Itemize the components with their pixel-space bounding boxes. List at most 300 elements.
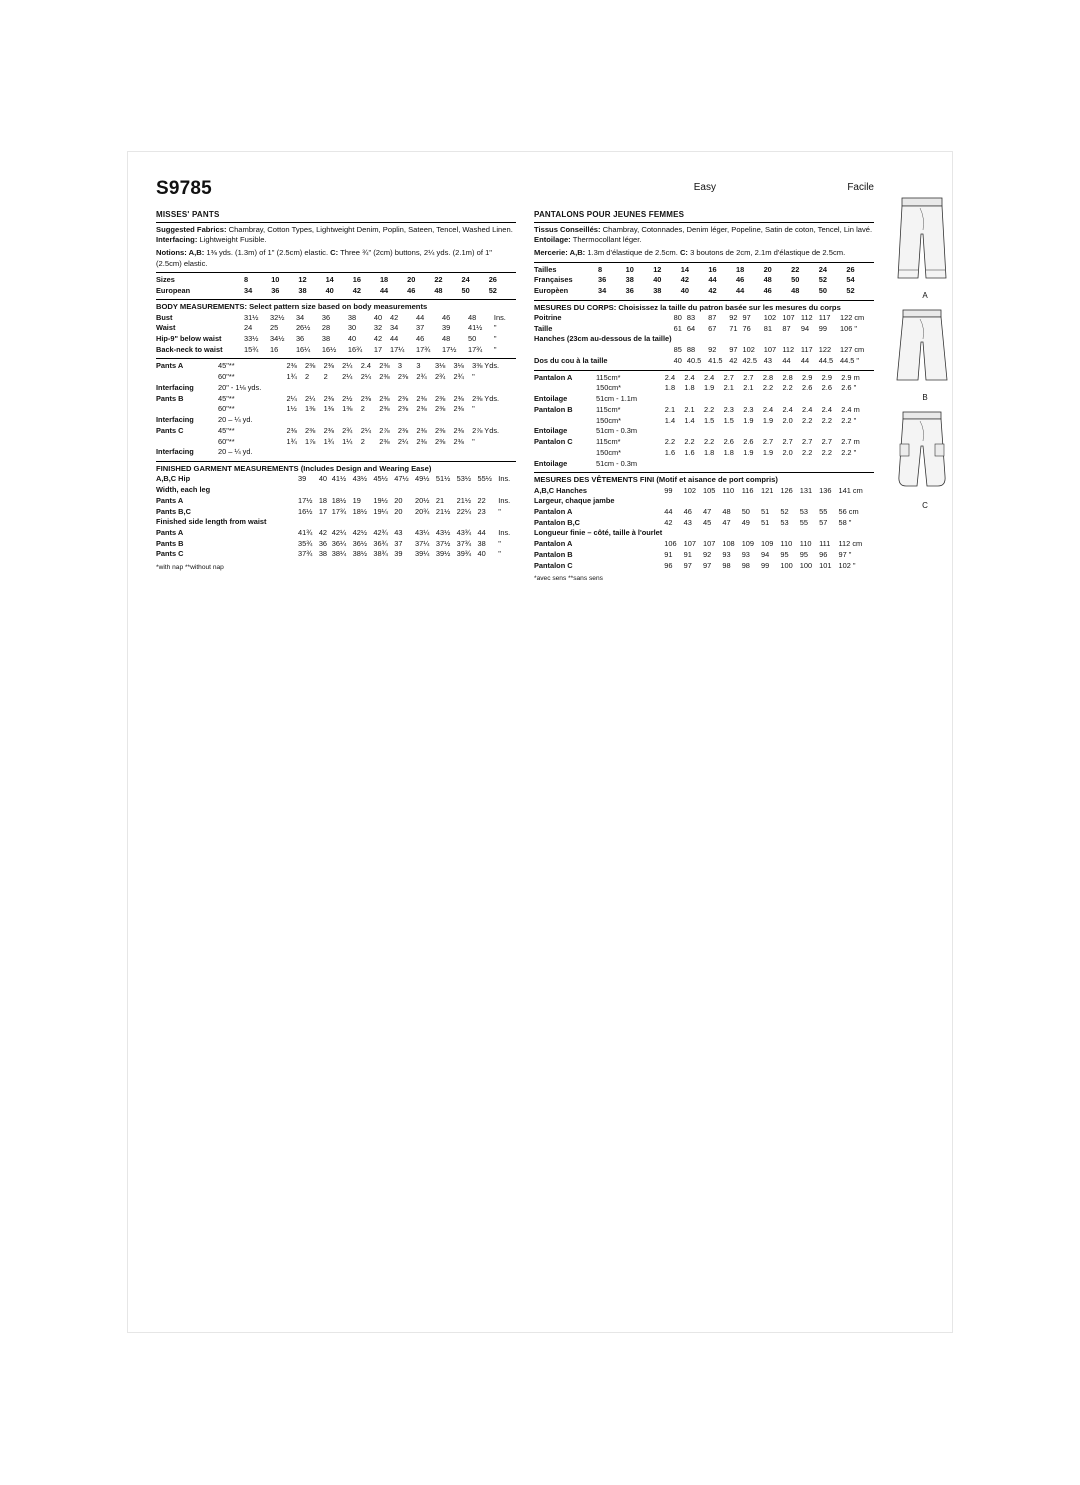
cell: 136	[819, 485, 832, 495]
cell: 92	[702, 549, 712, 559]
row-label: Tailles	[534, 264, 557, 274]
cell: 2⅜	[416, 404, 427, 414]
cell: 2.4	[684, 372, 695, 382]
cell: 43	[683, 517, 692, 527]
left-notions-c-label: C:	[330, 248, 339, 258]
cell: 2.6	[743, 437, 754, 447]
cell: 2⅜	[434, 436, 446, 446]
cell: 96	[819, 549, 828, 559]
cell: 2⅜ Yds.	[472, 393, 500, 403]
cell	[286, 383, 305, 394]
table-row	[534, 448, 874, 459]
cell: 39	[298, 474, 307, 484]
cell: 16¾	[347, 344, 363, 354]
cell: 127 cm	[839, 345, 865, 355]
cell: 17¼	[390, 344, 405, 354]
cell: 2¼	[286, 393, 297, 403]
table-row	[156, 361, 516, 372]
cell: 1.8	[704, 447, 715, 457]
cell: 2.7	[802, 437, 813, 447]
table-row	[534, 373, 874, 384]
cell: 14	[680, 264, 690, 274]
cell: 51cm - 0.3m	[596, 458, 638, 468]
table-row	[156, 539, 516, 550]
cell: 95	[799, 549, 808, 559]
cell: 50	[467, 333, 477, 343]
cell: 2⅞	[379, 425, 390, 435]
cell: 105	[702, 485, 716, 495]
table-row	[156, 447, 516, 458]
cell: 2	[305, 372, 310, 382]
cell: 22	[434, 274, 443, 284]
row-label: Longueur finie – côté, taille à l'ourlet	[534, 528, 663, 538]
cell: 48	[467, 312, 477, 322]
row-label: Largeur, chaque jambe	[534, 496, 615, 506]
cell: 2.2	[664, 437, 676, 447]
cell: 26½	[295, 323, 311, 333]
cell: 112	[800, 313, 813, 322]
table-row	[534, 345, 874, 356]
cell: 107	[782, 313, 795, 322]
cell: 107	[763, 345, 777, 355]
cell: 40	[318, 474, 328, 484]
table-row	[156, 323, 516, 334]
cell: 38	[347, 312, 357, 322]
cell: 2⅜	[453, 404, 464, 414]
row-label: Pants B	[156, 393, 184, 403]
cell: 2.2	[821, 415, 832, 425]
sheet	[128, 152, 952, 1332]
cell: 2.7 m	[841, 437, 860, 447]
row-label: Pants B	[156, 538, 184, 548]
right-fabrics-text: Chambray, Cotonnades, Denim léger, Popeline, Satin de coton, Tencel, Lin lavé.	[600, 224, 873, 234]
cell: 94	[761, 549, 770, 559]
cell: 52	[780, 507, 789, 516]
cell: "	[493, 323, 497, 333]
cell: 112 cm	[838, 539, 863, 549]
right-notions-text: 1.3m d'élastique de 2.5cm.	[585, 248, 680, 258]
cell: 1.4	[664, 415, 676, 425]
cell: 46	[683, 507, 692, 516]
right-yard	[534, 373, 874, 470]
row-label: Pantalon B,C	[534, 517, 580, 527]
cell: 2¼	[397, 436, 409, 446]
cell: 1.6	[684, 447, 695, 457]
cell: 2.2	[684, 437, 695, 447]
table-row	[534, 416, 874, 427]
cell: 2⅜	[323, 425, 334, 435]
difficulty-en: Easy	[693, 182, 716, 193]
cell: 97 "	[838, 549, 852, 559]
cell: 2.2	[821, 447, 832, 457]
cell: 44	[379, 285, 389, 295]
cell: 48	[441, 333, 451, 343]
cell: 111	[819, 539, 831, 549]
cell: 42¼	[331, 527, 347, 537]
cell: 2.7	[782, 437, 793, 447]
cell: 45½	[373, 474, 388, 484]
cell: 20 – ¼ yd.	[218, 415, 253, 425]
table-row	[156, 313, 516, 324]
cell: 18½	[331, 495, 347, 505]
cell: 2.4 m	[841, 404, 860, 414]
cell: 40	[653, 275, 662, 285]
cell: 53	[799, 507, 808, 516]
cell: Ins.	[498, 495, 511, 505]
cell: 51cm - 0.3m	[596, 426, 638, 436]
cell: 38	[321, 333, 331, 343]
row-label: Hanches (23cm au-dessous de la taille)	[534, 334, 672, 344]
cell	[298, 485, 319, 496]
table-row	[534, 286, 874, 297]
row-label: Pantalon A	[534, 372, 573, 382]
row-label: Interfacing	[156, 447, 194, 457]
cell: 26	[846, 264, 855, 274]
left-notions	[156, 248, 516, 269]
cell: 60"**	[218, 372, 235, 382]
cell: Ins.	[498, 474, 511, 484]
cell: 16½	[321, 344, 337, 354]
table-row	[534, 265, 874, 276]
cell: 38½	[352, 549, 367, 559]
cell: 2⅜	[397, 393, 409, 403]
cell: 2⅜	[416, 425, 427, 435]
table-row	[156, 286, 516, 297]
cell: 60"**	[218, 404, 235, 414]
cell: 2⅜	[323, 361, 334, 371]
right-notions-c-label: C:	[679, 248, 688, 258]
fig-a-label: A	[922, 291, 928, 300]
cell: 2.9	[802, 372, 813, 382]
cell: 92	[729, 313, 738, 322]
cell: 55½	[477, 474, 492, 484]
row-label: Pants A	[156, 495, 184, 505]
row-label: Interfacing	[156, 415, 194, 425]
cell: 2.3	[723, 404, 734, 414]
cell: 42	[708, 286, 717, 296]
left-body-measurements	[156, 299, 516, 355]
table-row	[156, 507, 516, 518]
right-footnote: *avec sens **sans sens	[534, 575, 603, 583]
cell: 2.4	[360, 361, 372, 371]
row-label: Pantalon C	[534, 437, 573, 447]
cell: 36¼	[331, 538, 347, 548]
cell: 101	[819, 560, 832, 570]
cell: 2⅜	[305, 361, 316, 371]
cell: 42	[318, 527, 328, 537]
row-label: Pants C	[156, 425, 184, 435]
cell: 26	[488, 274, 497, 284]
cell: 97	[742, 313, 751, 322]
cell: 48	[434, 285, 443, 295]
cell: 2.7	[762, 437, 774, 447]
cell: 81	[763, 323, 772, 333]
cell: 48	[791, 286, 800, 296]
cell: 115cm*	[596, 437, 621, 447]
cell: 47	[722, 517, 731, 527]
table-row	[156, 426, 516, 437]
table-row	[156, 415, 516, 426]
cell: 2.0	[782, 447, 793, 457]
cell: 38¾	[373, 549, 388, 559]
table-row	[534, 437, 874, 448]
cell: 39½	[435, 549, 451, 559]
cell: 24	[244, 323, 253, 333]
cell: 141 cm	[838, 485, 863, 495]
cell: 2⅜	[305, 425, 316, 435]
cell: 107	[683, 539, 696, 549]
cell: 36	[625, 286, 634, 296]
cell: 50	[818, 286, 827, 296]
pants-view-c	[890, 408, 960, 510]
row-label: Pants B,C	[156, 506, 191, 516]
cell: 22¼	[456, 506, 472, 516]
cell: 2⅜	[397, 425, 409, 435]
cell: 1.9	[762, 447, 774, 457]
cell: 108	[722, 539, 735, 549]
cell: 122	[818, 345, 832, 355]
table-row	[534, 561, 874, 572]
cell: 2⅜	[453, 436, 464, 446]
row-label: Back-neck to waist	[156, 344, 223, 354]
cell: 20½	[415, 495, 430, 505]
cell: 2.0	[782, 415, 793, 425]
left-sizes	[156, 275, 516, 296]
cell: 100	[780, 560, 793, 570]
left-fabrics-label: Suggested Fabrics:	[156, 224, 227, 234]
cell: 2⅜	[434, 404, 446, 414]
cell: 95	[780, 549, 789, 559]
cell: 41½	[331, 474, 347, 484]
cell: 51	[761, 517, 770, 527]
cell: 2	[360, 404, 365, 414]
left-title: MISSES' PANTS	[156, 210, 516, 223]
cell: 37½	[435, 538, 451, 548]
cell: 48	[722, 507, 731, 516]
cell	[664, 528, 683, 539]
row-label	[156, 437, 218, 448]
cell: 19	[352, 495, 361, 505]
cell: 20	[407, 274, 416, 284]
cell: 52	[818, 275, 827, 285]
cell: 80	[673, 313, 682, 322]
cell: 10	[625, 264, 634, 274]
cell: 24	[461, 274, 470, 284]
cell: 33½	[244, 333, 259, 343]
cell: 150cm*	[596, 383, 622, 393]
row-label: Entoilage	[534, 394, 568, 404]
cell: 2¼	[305, 393, 316, 403]
cell: 44	[800, 355, 810, 365]
cell: 20	[763, 264, 772, 274]
cell: 44	[735, 286, 745, 296]
cell: 44	[477, 527, 486, 537]
cell: 2.2 "	[841, 415, 857, 425]
cell: 115cm*	[596, 372, 621, 382]
cell: 10	[271, 274, 280, 284]
cell: 20 – ¼ yd.	[218, 447, 253, 457]
cell: 106	[664, 539, 677, 549]
cell: 2.8	[762, 372, 774, 382]
row-label	[534, 383, 596, 394]
row-label: Sizes	[156, 274, 175, 284]
cell: 8	[598, 264, 603, 274]
cell: 2⅜	[360, 393, 372, 403]
left-size-table	[156, 272, 516, 296]
cell: 20¾	[415, 506, 430, 516]
cell: 91	[683, 549, 692, 559]
table-row	[534, 275, 874, 286]
cell: 51½	[435, 474, 451, 484]
row-label: Pants C	[156, 549, 184, 559]
left-interfacing-label: Interfacing:	[156, 235, 198, 245]
cell: 2⅜	[416, 436, 427, 446]
row-label: Pantalon B	[534, 549, 573, 559]
table-row	[534, 334, 874, 345]
cell: 2.6	[723, 437, 734, 447]
pants-view-b	[890, 306, 960, 402]
cell: 39¾	[456, 549, 472, 559]
cell: 97	[729, 345, 738, 355]
cell: 42	[373, 333, 383, 343]
cell: 36½	[352, 538, 367, 548]
cell: 116	[741, 485, 754, 495]
cell: 21½	[435, 506, 451, 516]
cell: 109	[741, 539, 755, 549]
right-fabrics	[534, 225, 874, 246]
cell: 30	[347, 323, 357, 333]
cell: 2¾	[453, 372, 464, 382]
cell: 56 cm	[838, 507, 859, 516]
cell: 35¾	[298, 538, 313, 548]
cell: 131	[799, 485, 813, 495]
cell: 97	[683, 560, 692, 570]
cell: 1⅞	[305, 436, 316, 446]
cell: 42	[664, 517, 673, 527]
cell: 2.2	[704, 437, 715, 447]
cell: 43	[763, 355, 772, 365]
table-row	[156, 404, 516, 415]
row-label: Width, each leg	[156, 485, 211, 495]
cell: 28	[321, 323, 331, 333]
cell: 117	[818, 313, 831, 322]
cell: 2⅜	[379, 393, 390, 403]
cell: 1.6	[664, 447, 676, 457]
row-label: European	[156, 285, 191, 295]
cell: 40	[673, 355, 682, 365]
cell: 32	[373, 323, 383, 333]
cell: 36¾	[373, 538, 388, 548]
cell: 18½	[352, 506, 367, 516]
row-label: Pantalon C	[534, 560, 573, 570]
cell: 37	[394, 538, 403, 548]
cell: 42.5	[742, 355, 757, 365]
cell: 67	[708, 323, 717, 333]
table-row	[534, 405, 874, 416]
cell: 50	[741, 507, 750, 516]
cell: 38¼	[331, 549, 347, 559]
right-notions-label: Mercerie: A,B:	[534, 248, 586, 258]
cell	[665, 394, 685, 405]
cell: 102	[763, 313, 777, 322]
cell: 2¼	[360, 425, 372, 435]
cell: 126	[780, 485, 793, 495]
cell: 2.4	[664, 372, 676, 382]
cell: 53	[780, 517, 789, 527]
cell: 40	[347, 333, 357, 343]
cell: 61	[673, 323, 682, 333]
cell: 2	[323, 372, 328, 382]
cell: 41.5	[708, 355, 723, 365]
row-label	[534, 345, 674, 356]
cell: 44.5 "	[839, 355, 860, 365]
row-label	[156, 404, 218, 415]
cell: 117	[800, 345, 813, 355]
cell: 71	[729, 323, 738, 333]
row-label: Pantalon A	[534, 507, 573, 516]
cell: 48	[763, 275, 772, 285]
cell: 94	[800, 323, 810, 333]
cell: 1½	[286, 404, 297, 414]
cell: 44	[782, 355, 791, 365]
cell: 107	[702, 539, 716, 549]
cell: 2.7	[723, 372, 734, 382]
cell: 16	[269, 344, 279, 354]
left-interfacing-text: Lightweight Fusible.	[197, 235, 267, 245]
table-row	[534, 550, 874, 561]
cell: 102	[683, 485, 696, 495]
cell: 1⅜	[305, 404, 316, 414]
cell: 17½	[441, 344, 457, 354]
cell: 60"**	[218, 436, 235, 446]
cell: 16½	[298, 506, 313, 516]
row-label: A,B,C Hip	[156, 474, 191, 484]
cell: 34	[598, 286, 607, 296]
cell: 2.2	[802, 415, 813, 425]
cell: 42½	[352, 527, 367, 537]
cell: 2	[360, 436, 365, 446]
cell: 64	[686, 323, 696, 333]
row-label: Entoilage	[534, 458, 568, 468]
cell: 92	[708, 345, 717, 355]
right-sizes	[534, 265, 874, 297]
cell: 2⅜	[416, 393, 427, 403]
cell: 2.2	[802, 447, 813, 457]
table-row	[534, 486, 874, 497]
cell: 1.5	[723, 415, 734, 425]
cell: 47	[702, 507, 712, 516]
cell: 50	[461, 285, 470, 295]
cell: 2.1	[723, 383, 734, 393]
row-label: Dos du cou à la taille	[534, 355, 608, 365]
right-body-title: MESURES DU CORPS: Choisissez la taille du patron basée sur les mesures du corps	[534, 302, 841, 312]
cell: 2¾	[416, 372, 427, 382]
right-interfacing-text: Thermocollant léger.	[570, 235, 642, 245]
cell: 2⅜	[434, 425, 446, 435]
cell: 2¾	[342, 425, 353, 435]
right-yardage	[534, 370, 874, 470]
table-row	[156, 394, 516, 405]
cell: 57	[819, 517, 828, 527]
cell: 42	[680, 275, 690, 285]
table-row	[534, 539, 874, 550]
table-row	[534, 324, 874, 335]
cell: 17	[318, 506, 328, 516]
cell: 21½	[456, 495, 472, 505]
left-body-title: BODY MEASUREMENTS: Select pattern size based on body measurements	[156, 302, 428, 312]
cell: 38	[318, 549, 328, 559]
cell: 40	[373, 312, 383, 322]
